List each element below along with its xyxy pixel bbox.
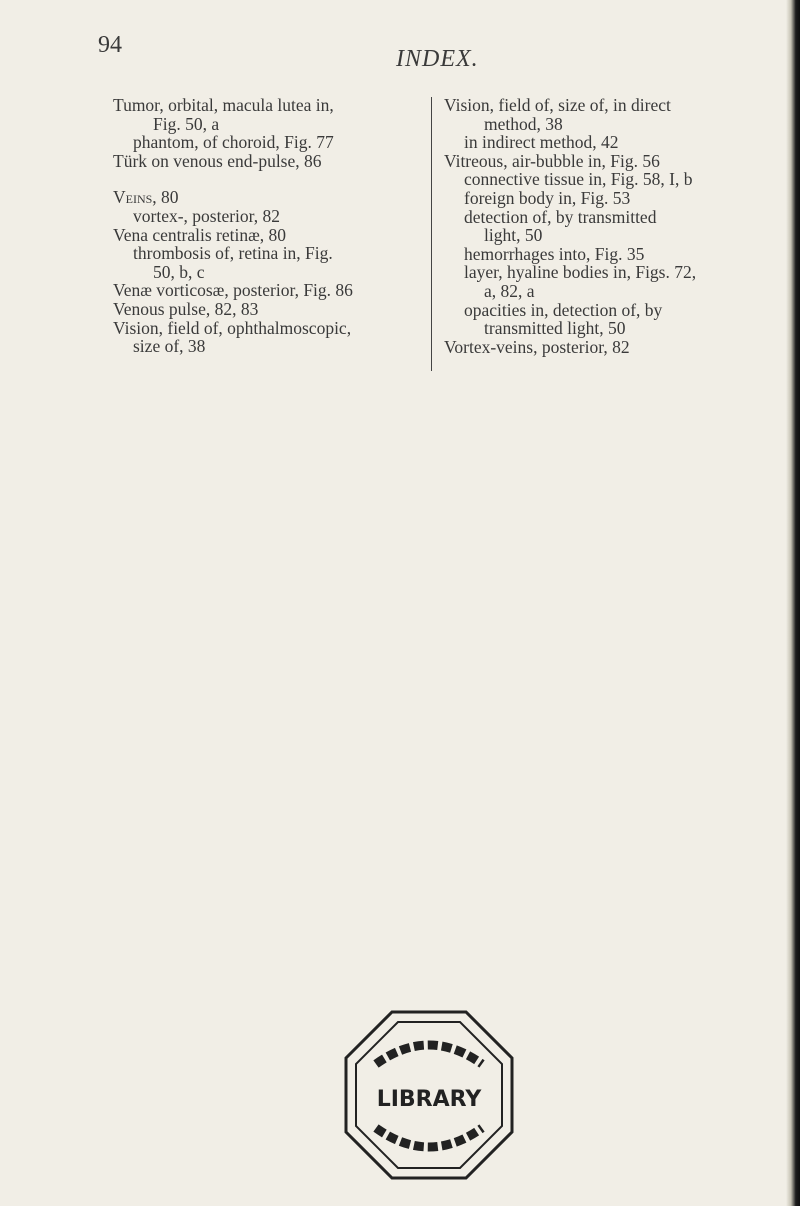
index-entry: Vision, field of, ophthalmoscopic,	[113, 317, 352, 338]
index-entry: Tumor, orbital, macula lutea in,	[113, 95, 334, 115]
entry-gap	[113, 170, 429, 188]
index-entry: layer, hyaline bodies in, Figs. 72,	[464, 262, 697, 283]
index-entry: Vena centralis retinæ, 80	[113, 224, 287, 245]
library-stamp-graphic	[340, 1006, 518, 1184]
stamp-label: LIBRARY	[376, 1087, 482, 1112]
index-column-left	[113, 96, 429, 356]
index-entry: 50, b, c	[153, 261, 205, 282]
index-entry: Vitreous, air-bubble in, Fig. 56	[444, 150, 660, 171]
index-entry: detection of, by transmitted	[464, 206, 657, 227]
index-entry: Vortex-veins, posterior, 82	[444, 336, 630, 357]
library-stamp	[340, 1006, 518, 1184]
index-entry: hemorrhages into, Fig. 35	[464, 243, 645, 264]
index-entry: Vision, field of, size of, in direct	[444, 95, 671, 115]
column-divider	[431, 97, 432, 371]
index-entry: opacities in, detection of, by	[464, 299, 663, 320]
index-entry: transmitted light, 50	[484, 318, 626, 339]
index-entry: thrombosis of, retina in, Fig.	[133, 243, 333, 264]
running-head: INDEX.	[396, 46, 479, 72]
index-entry: Fig. 50, a	[153, 113, 220, 134]
index-entry: Veins, 80	[113, 187, 179, 208]
index-entry: Venous pulse, 82, 83	[113, 298, 259, 319]
page-number: 94	[98, 32, 122, 58]
index-entry: Venæ vorticosæ, posterior, Fig. 86	[113, 280, 353, 301]
index-entry: foreign body in, Fig. 53	[464, 187, 631, 208]
index-column-right	[444, 96, 784, 356]
index-entry: method, 38	[484, 113, 563, 134]
page-edge-shadow	[786, 0, 800, 1206]
index-entry: in indirect method, 42	[464, 132, 619, 153]
index-entry: vortex-, posterior, 82	[133, 205, 281, 226]
index-entry: a, 82, a	[484, 280, 535, 301]
index-entry: connective tissue in, Fig. 58, I, b	[464, 169, 693, 190]
index-entry: size of, 38	[133, 336, 206, 357]
index-entry: phantom, of choroid, Fig. 77	[133, 132, 334, 153]
index-entry: Türk on venous end-pulse, 86	[113, 150, 322, 171]
index-entry: light, 50	[484, 225, 543, 246]
